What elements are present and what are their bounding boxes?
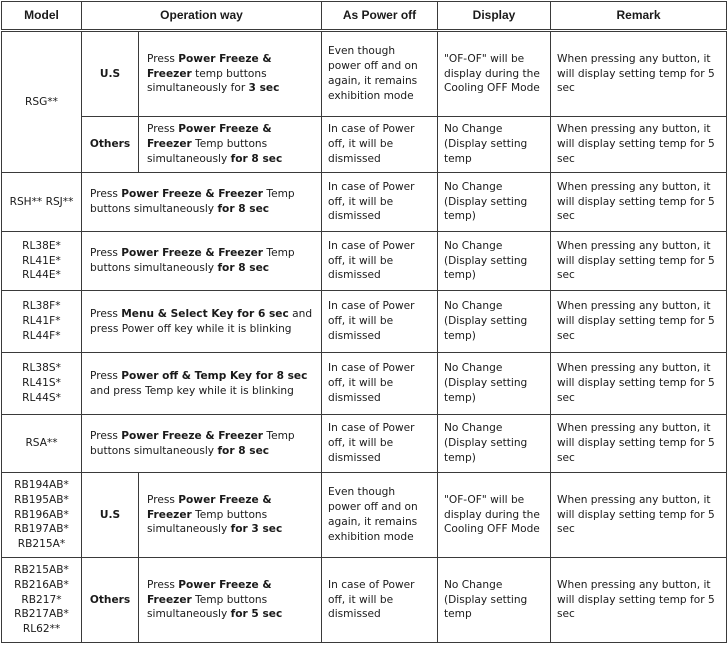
operation-text: Temp buttons simultaneously (147, 138, 268, 165)
operation-text: Press (147, 493, 179, 506)
model-cell: RL38S* RL41S* RL44S* (2, 353, 82, 415)
document (1, 1, 727, 643)
operation-key-text: Power Freeze & Freezer (147, 493, 272, 521)
operation-text: Press (147, 123, 179, 136)
operation-key-text: for 5 sec (230, 608, 283, 621)
power-off-cell: In case of Power off, it will be dismissed (322, 558, 438, 643)
remark-cell: When pressing any button, it will display setting temp for 5 sec (551, 31, 727, 117)
power-off-cell: Even though power off and on again, it remains exhibition mode (322, 31, 438, 117)
region-cell: Others (82, 558, 139, 643)
operation-text: and press Power off key while it is blinking (90, 307, 313, 335)
display-cell: "OF-OF" will be display during the Cooling OFF Mode (438, 31, 551, 117)
table-row (2, 232, 727, 291)
remark-cell: When pressing any button, it will display setting temp for 5 sec (551, 173, 727, 232)
operation-text: Temp buttons simultaneously (90, 247, 295, 274)
operation-cell (82, 232, 322, 291)
operation-text: Press (90, 188, 122, 201)
operation-cell (139, 31, 322, 117)
remark-cell: When pressing any button, it will display setting temp for 5 sec (551, 415, 727, 473)
operation-text: Press (147, 52, 179, 65)
model-cell: RB194AB* RB195AB* RB196AB* RB197AB* RB215A* (2, 473, 82, 558)
remark-cell: When pressing any button, it will display setting temp for 5 sec (551, 353, 727, 415)
operation-text: Press (90, 247, 122, 260)
operation-text: Temp buttons simultaneously (147, 593, 268, 621)
remark-cell: When pressing any button, it will display setting temp for 5 sec (551, 117, 727, 173)
operation-key-text: Power Freeze & Freezer (147, 52, 272, 80)
table-row (2, 558, 727, 643)
operation-cell (139, 558, 322, 643)
operation-key-text: Power off & Temp Key for 8 sec (121, 369, 308, 382)
operation-cell (82, 173, 322, 232)
model-cell: RSG** (2, 31, 82, 173)
operation-key-text: for 8 sec (217, 262, 270, 274)
remark-cell: When pressing any button, it will display setting temp for 5 sec (551, 291, 727, 353)
region-cell: U.S (82, 31, 139, 117)
operation-key-text: Power Freeze & Freezer (147, 123, 272, 151)
display-cell: "OF-OF" will be display during the Cooling OFF Mode (438, 473, 551, 558)
power-off-cell: In case of Power off, it will be dismissed (322, 173, 438, 232)
display-cell: No Change (Display setting temp) (438, 232, 551, 291)
display-cell: No Change (Display setting temp) (438, 173, 551, 232)
power-off-cell: In case of Power off, it will be dismissed (322, 291, 438, 353)
operation-key-text: for 8 sec (217, 444, 270, 457)
operation-cell (82, 353, 322, 415)
operation-text: Temp buttons simultaneously (147, 508, 268, 536)
operation-key-text: Menu & Select Key for 6 sec (121, 307, 289, 320)
remark-cell: When pressing any button, it will display setting temp for 5 sec (551, 558, 727, 643)
model-cell: RSA** (2, 415, 82, 473)
display-cell: No Change (Display setting temp) (438, 353, 551, 415)
table-row (2, 473, 727, 558)
header-as-power-off: As Power off (322, 2, 438, 31)
operation-text: Press (147, 578, 179, 591)
model-cell: RL38F* RL41F* RL44F* (2, 291, 82, 353)
operation-cell (139, 117, 322, 173)
power-off-cell: In case of Power off, it will be dismissed (322, 353, 438, 415)
operation-key-text: Power Freeze & Freezer (121, 188, 264, 201)
header-model: Model (2, 2, 82, 31)
header-operation-way: Operation way (82, 2, 322, 31)
operation-key-text: Power Freeze & Freezer (121, 429, 264, 442)
power-off-cell: In case of Power off, it will be dismissed (322, 117, 438, 173)
display-cell: No Change (Display setting temp) (438, 291, 551, 353)
table-row (2, 117, 727, 173)
operation-key-text: for 8 sec (230, 152, 283, 165)
header-display: Display (438, 2, 551, 31)
display-cell: No Change (Display setting temp (438, 558, 551, 643)
header-row (2, 2, 727, 31)
operation-cell (139, 473, 322, 558)
operation-key-text: for 3 sec (230, 523, 283, 536)
operation-text: temp buttons simultaneously for (147, 67, 267, 95)
table-row (2, 173, 727, 232)
operation-text: Temp buttons simultaneously (90, 429, 295, 457)
remark-cell: When pressing any button, it will display setting temp for 5 sec (551, 473, 727, 558)
operation-cell (82, 415, 322, 473)
operation-key-text: Power Freeze & Freezer (147, 578, 272, 606)
region-cell: Others (82, 117, 139, 173)
remark-cell: When pressing any button, it will display setting temp for 5 sec (551, 232, 727, 291)
operation-key-text: for 8 sec (217, 203, 270, 215)
operation-text: Press (90, 307, 122, 320)
region-cell: U.S (82, 473, 139, 558)
operation-key-text: Power Freeze & Freezer (121, 247, 264, 260)
operation-text: Press (90, 429, 122, 442)
display-cell: No Change (Display setting temp) (438, 415, 551, 473)
power-off-cell: In case of Power off, it will be dismissed (322, 415, 438, 473)
table-row (2, 291, 727, 353)
table-row (2, 31, 727, 117)
exhibition-mode-table (1, 1, 727, 643)
operation-text: Temp buttons simultaneously (90, 188, 295, 215)
operation-cell (82, 291, 322, 353)
table-row (2, 353, 727, 415)
model-cell: RB215AB* RB216AB* RB217* RB217AB* RL62** (2, 558, 82, 643)
power-off-cell: In case of Power off, it will be dismissed (322, 232, 438, 291)
model-cell: RSH** RSJ** (2, 173, 82, 232)
operation-text: Press (90, 369, 122, 382)
power-off-cell: Even though power off and on again, it remains exhibition mode (322, 473, 438, 558)
display-cell: No Change (Display setting temp (438, 117, 551, 173)
model-cell: RL38E* RL41E* RL44E* (2, 232, 82, 291)
table-row (2, 415, 727, 473)
operation-text: and press Temp key while it is blinking (90, 384, 294, 397)
header-remark: Remark (551, 2, 727, 31)
operation-key-text: 3 sec (248, 82, 280, 95)
